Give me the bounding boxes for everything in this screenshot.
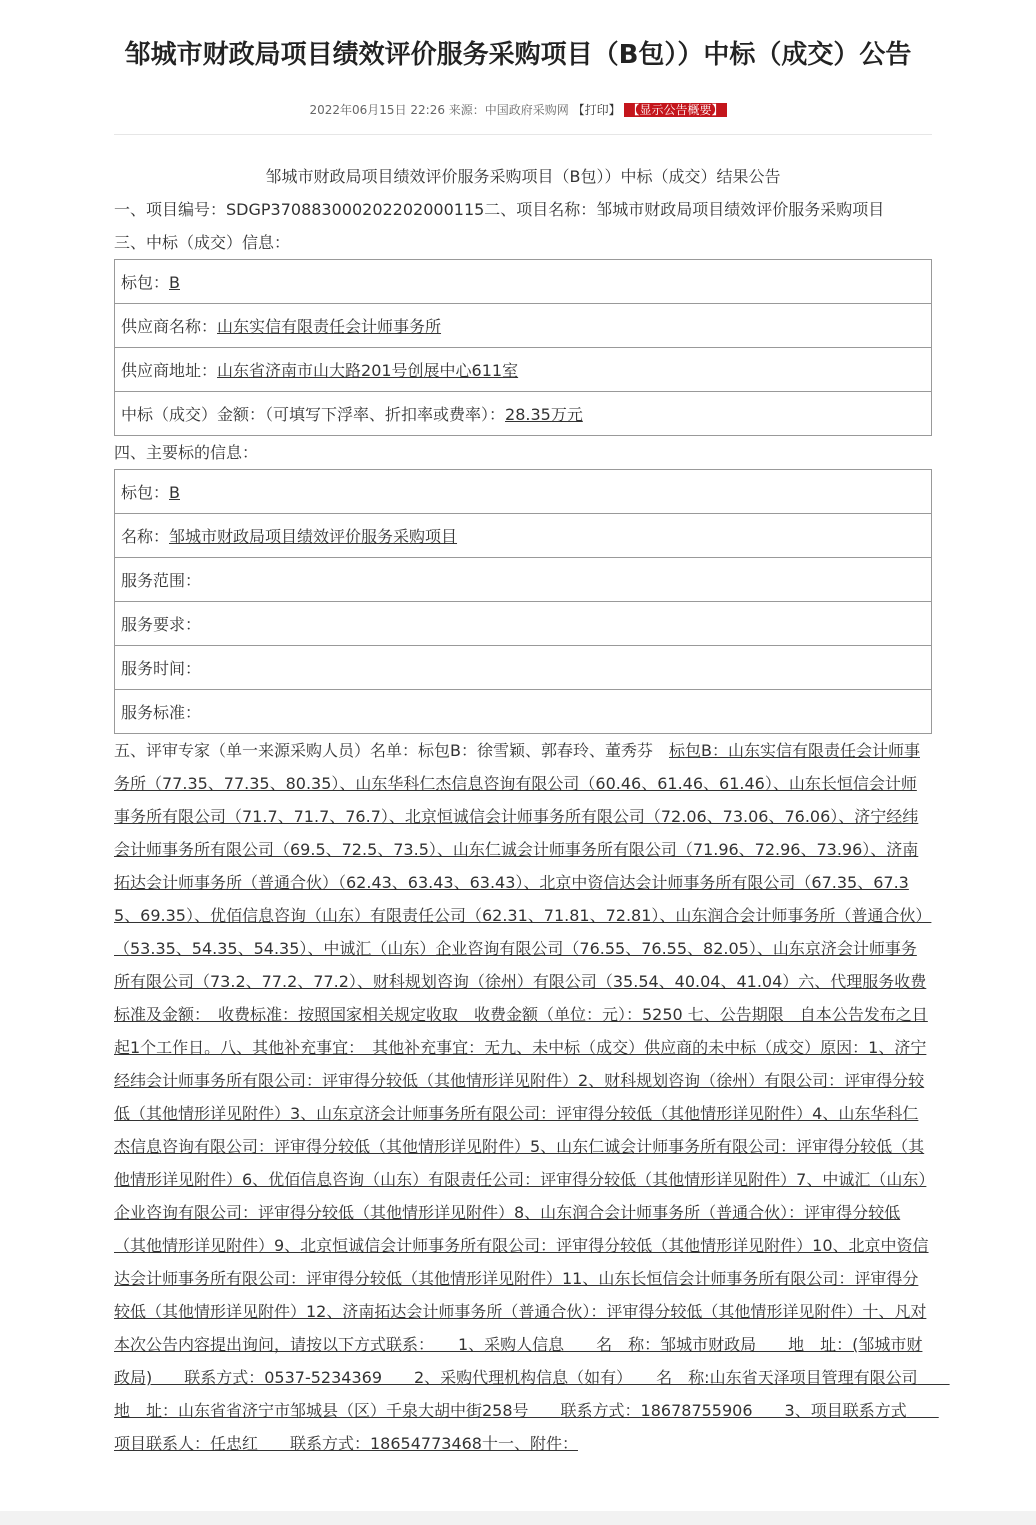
amount-label: 中标（成交）金额：（可填写下浮率、折扣率或费率）： bbox=[121, 405, 506, 424]
table-row bbox=[115, 392, 932, 436]
lot-value: B bbox=[169, 273, 180, 292]
service-time: 服务时间： bbox=[115, 646, 932, 690]
lot-label: 标包： bbox=[121, 273, 170, 292]
source-text: 来源：中国政府采购网 bbox=[448, 103, 569, 117]
table-row bbox=[115, 602, 932, 646]
service-requirement: 服务要求： bbox=[115, 602, 932, 646]
lot-value: B bbox=[169, 483, 180, 502]
address-label: 供应商地址： bbox=[121, 361, 218, 380]
table-row bbox=[115, 558, 932, 602]
subject-table bbox=[114, 469, 932, 734]
print-link[interactable]: 【打印】 bbox=[572, 103, 621, 117]
section-award-heading: 三、中标（成交）信息： bbox=[114, 233, 291, 252]
supplier-label: 供应商名称： bbox=[121, 317, 218, 336]
project-info-line: 一、项目编号：SDGP370883000202202000115二、项目名称：邹城市财政局项目绩效评价服务采购项目 bbox=[114, 200, 885, 219]
publish-datetime: 2022年06月15日 22:26 bbox=[309, 103, 445, 117]
table-row bbox=[115, 690, 932, 734]
table-row bbox=[115, 646, 932, 690]
table-row bbox=[115, 304, 932, 348]
table-row bbox=[115, 348, 932, 392]
page-footer-bar bbox=[0, 1511, 1036, 1525]
notice-content bbox=[114, 160, 950, 1460]
award-amount: 28.35万元 bbox=[505, 405, 583, 424]
subject-name: 邹城市财政局项目绩效评价服务采购项目 bbox=[169, 527, 458, 546]
name-label: 名称： bbox=[121, 527, 170, 546]
notice-body-paragraph bbox=[114, 734, 950, 1460]
notice-heading: 邹城市财政局项目绩效评价服务采购项目（B包））中标（成交）结果公告 bbox=[265, 167, 781, 186]
award-table bbox=[114, 259, 932, 436]
table-row bbox=[115, 470, 932, 514]
show-summary-button[interactable]: 【显示公告概要】 bbox=[624, 103, 726, 117]
supplier-name: 山东实信有限责任会计师事务所 bbox=[217, 317, 442, 336]
service-standard: 服务标准： bbox=[115, 690, 932, 734]
table-row bbox=[115, 514, 932, 558]
lot-label: 标包： bbox=[121, 483, 170, 502]
notice-details: 标包B：山东实信有限责任会计师事务所（77.35、77.35、80.35）、山东华科仁杰信息咨询有限公司（60.46、61.46、61.46）、山东长恒信会计师事务所有限公司（71.7、71.7、76.7）、北京恒诚信会计师事务所有限公司（72.06、73.06、76.06）、济宁经纬会计师事务所有限公司（69.5、72.5、73.5）、山东仁诚会计师事务所有限公司（71.96、72.96、73.96）、济南拓达会计师事务所（普通合伙）（62.43、63.43、63.43）、北京中资信达会计师事务所有限公司（67.35、67.35、69.35）、优佰信息咨询（山东）有限责任公司（62.31、71.81、72.81）、山东润合会计师事务所（普通合伙）（53.35、54.35、54.35）、中诚汇（山东）企业咨询有限公司（76.55、76.55、82.05）、山东京济会计师事务所有限公司（73.2、77.2、77.2）、财科规划咨询（徐州）有限公司（35.54、40.04、41.04）六、代理服务收费标准及金额： 收费标准：按照国家相关规定收取 收费金额（单位：元）：5250 七、公告期限 自本公告发布之日起1个工作日。八、其他补充事宜： 其他补充事宜：无九、未中标（成交）供应商的未中标（成交）原因：1、济宁经纬会计师事务所有限公司：评审得分较低（其他情形详见附件）2、财科规划咨询（徐州）有限公司：评审得分较低（其他情形详见附件）3、山东京济会计师事务所有限公司：评审得分较低（其他情形详见附件）4、山东华科仁杰信息咨询有限公司：评审得分较低（其他情形详见附件）5、山东仁诚会计师事务所有限公司：评审得分较低（其他情形详见附件）6、优佰信息咨询（山东）有限责任公司：评审得分较低（其他情形详见附件）7、中诚汇（山东）企业咨询有限公司：评审得分较低（其他情形详见附件）8、山东润合会计师事务所（普通合伙）：评审得分较低（其他情形详见附件）9、北京恒诚信会计师事务所有限公司：评审得分较低（其他情形详见附件）10、北京中资信达会计师事务所有限公司：评审得分较低（其他情形详见附件）11、山东长恒信会计师事务所有限公司：评审得分较低（其他情形详见附件）12、济南拓达会计师事务所（普通合伙）：评审得分较低（其他情形详见附件）十、凡对本次公告内容提出询问，请按以下方式联系： 1、采购人信息 名 称：邹城市财政局 地 址：(邹城市财政局) 联系方式：0537-5234369 2、采购代理机构信息（如有） 名 称:山东省天泽项目管理有限公司 地 址：山东省省济宁市邹城县（区）千泉大胡中街258号 联系方式：18678755906 3、项目联系方式 项目联系人：任忠红 联系方式：18654773468十一、附件： bbox=[114, 741, 950, 1453]
section-subject-heading: 四、主要标的信息： bbox=[114, 443, 259, 462]
divider bbox=[114, 134, 932, 135]
page-title: 邹城市财政局项目绩效评价服务采购项目（B包））中标（成交）公告 bbox=[124, 40, 912, 70]
expert-list: 五、评审专家（单一来源采购人员）名单：标包B：徐雪颖、郭春玲、董秀芬 bbox=[114, 741, 669, 760]
supplier-address: 山东省济南市山大路201号创展中心611室 bbox=[217, 361, 519, 380]
service-scope: 服务范围： bbox=[115, 558, 932, 602]
table-row bbox=[115, 260, 932, 304]
article-meta bbox=[0, 101, 1036, 118]
